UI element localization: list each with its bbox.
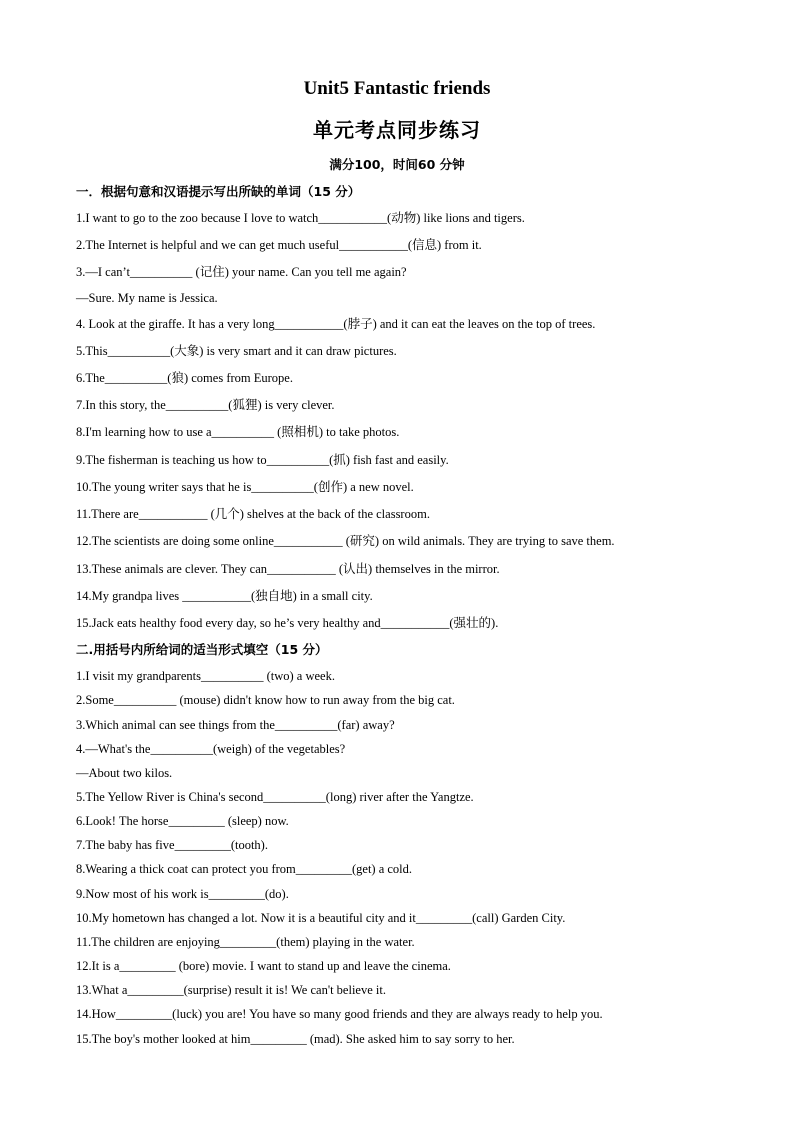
- question-item: 12.It is a_________ (bore) movie. I want to stand up and leave the cinema.: [76, 959, 451, 973]
- page-title: Unit5 Fantastic friends: [303, 78, 491, 99]
- question-item: 10.The young writer says that he is__________(创作) a new novel.: [76, 480, 414, 494]
- question-item: 4.—What's the__________(weigh) of the vegetables?: [76, 742, 346, 756]
- question-item: 6.Look! The horse_________ (sleep) now.: [76, 814, 289, 828]
- question-item: 13.These animals are clever. They can___________ (认出) themselves in the mirror.: [76, 562, 500, 576]
- question-item: 1.I want to go to the zoo because I love to watch___________(动物) like lions and tigers.: [76, 211, 525, 225]
- question-item: 1.I visit my grandparents__________ (two) a week.: [76, 669, 335, 683]
- score-time-note: 满分100，时间60 分钟: [329, 157, 465, 172]
- question-item: 9.The fisherman is teaching us how to__________(抓) fish fast and easily.: [76, 453, 449, 467]
- question-item: 12.The scientists are doing some online___________ (研究) on wild animals. They are trying to save them.: [76, 534, 615, 548]
- question-item: 11.There are___________ (几个) shelves at the back of the classroom.: [76, 507, 430, 521]
- question-item: 11.The children are enjoying_________(them) playing in the water.: [76, 935, 415, 949]
- question-item: 9.Now most of his work is_________(do).: [76, 887, 289, 901]
- question-item: 6.The__________(狼) comes from Europe.: [76, 371, 293, 385]
- question-item: 2.The Internet is helpful and we can get much useful___________(信息) from it.: [76, 238, 482, 252]
- question-item: 3.Which animal can see things from the__________(far) away?: [76, 718, 395, 732]
- question-item: 5.The Yellow River is China's second__________(long) river after the Yangtze.: [76, 790, 474, 804]
- question-item: 8.Wearing a thick coat can protect you from_________(get) a cold.: [76, 862, 413, 876]
- question-item: 15.The boy's mother looked at him_________ (mad). She asked him to say sorry to her.: [76, 1032, 515, 1046]
- question-item: 7.In this story, the__________(狐狸) is very clever.: [76, 398, 335, 412]
- question-item: 14.My grandpa lives ___________(独自地) in a small city.: [76, 589, 373, 603]
- question-item: 2.Some__________ (mouse) didn't know how to run away from the big cat.: [76, 693, 455, 707]
- question-item: 7.The baby has five_________(tooth).: [76, 838, 268, 852]
- question-item: 10.My hometown has changed a lot. Now it is a beautiful city and it_________(call) Garden City.: [76, 911, 566, 925]
- question-item: 5.This__________(大象) is very smart and it can draw pictures.: [76, 344, 397, 358]
- question-item: 14.How_________(luck) you are! You have so many good friends and they are always ready to help you.: [76, 1007, 603, 1021]
- question-item: 15.Jack eats healthy food every day, so he’s very healthy and___________(强壮的).: [76, 616, 499, 630]
- question-item: 3.—I can’t__________ (记住) your name. Can you tell me again?: [76, 265, 407, 279]
- question-item: 13.What a_________(surprise) result it is! We can't believe it.: [76, 983, 386, 997]
- question-item: 4. Look at the giraffe. It has a very long___________(脖子) and it can eat the leaves on the top of trees.: [76, 317, 596, 331]
- page-subtitle: 单元考点同步练习: [313, 118, 481, 142]
- section-1-heading: 一．根据句意和汉语提示写出所缺的单词（15 分）: [76, 184, 361, 199]
- question-item: 8.I'm learning how to use a__________ (照相机) to take photos.: [76, 425, 400, 439]
- section-2-heading: 二.用括号内所给词的适当形式填空（15 分）: [76, 642, 328, 657]
- question-item: —About two kilos.: [76, 766, 173, 780]
- question-item: —Sure. My name is Jessica.: [76, 291, 218, 305]
